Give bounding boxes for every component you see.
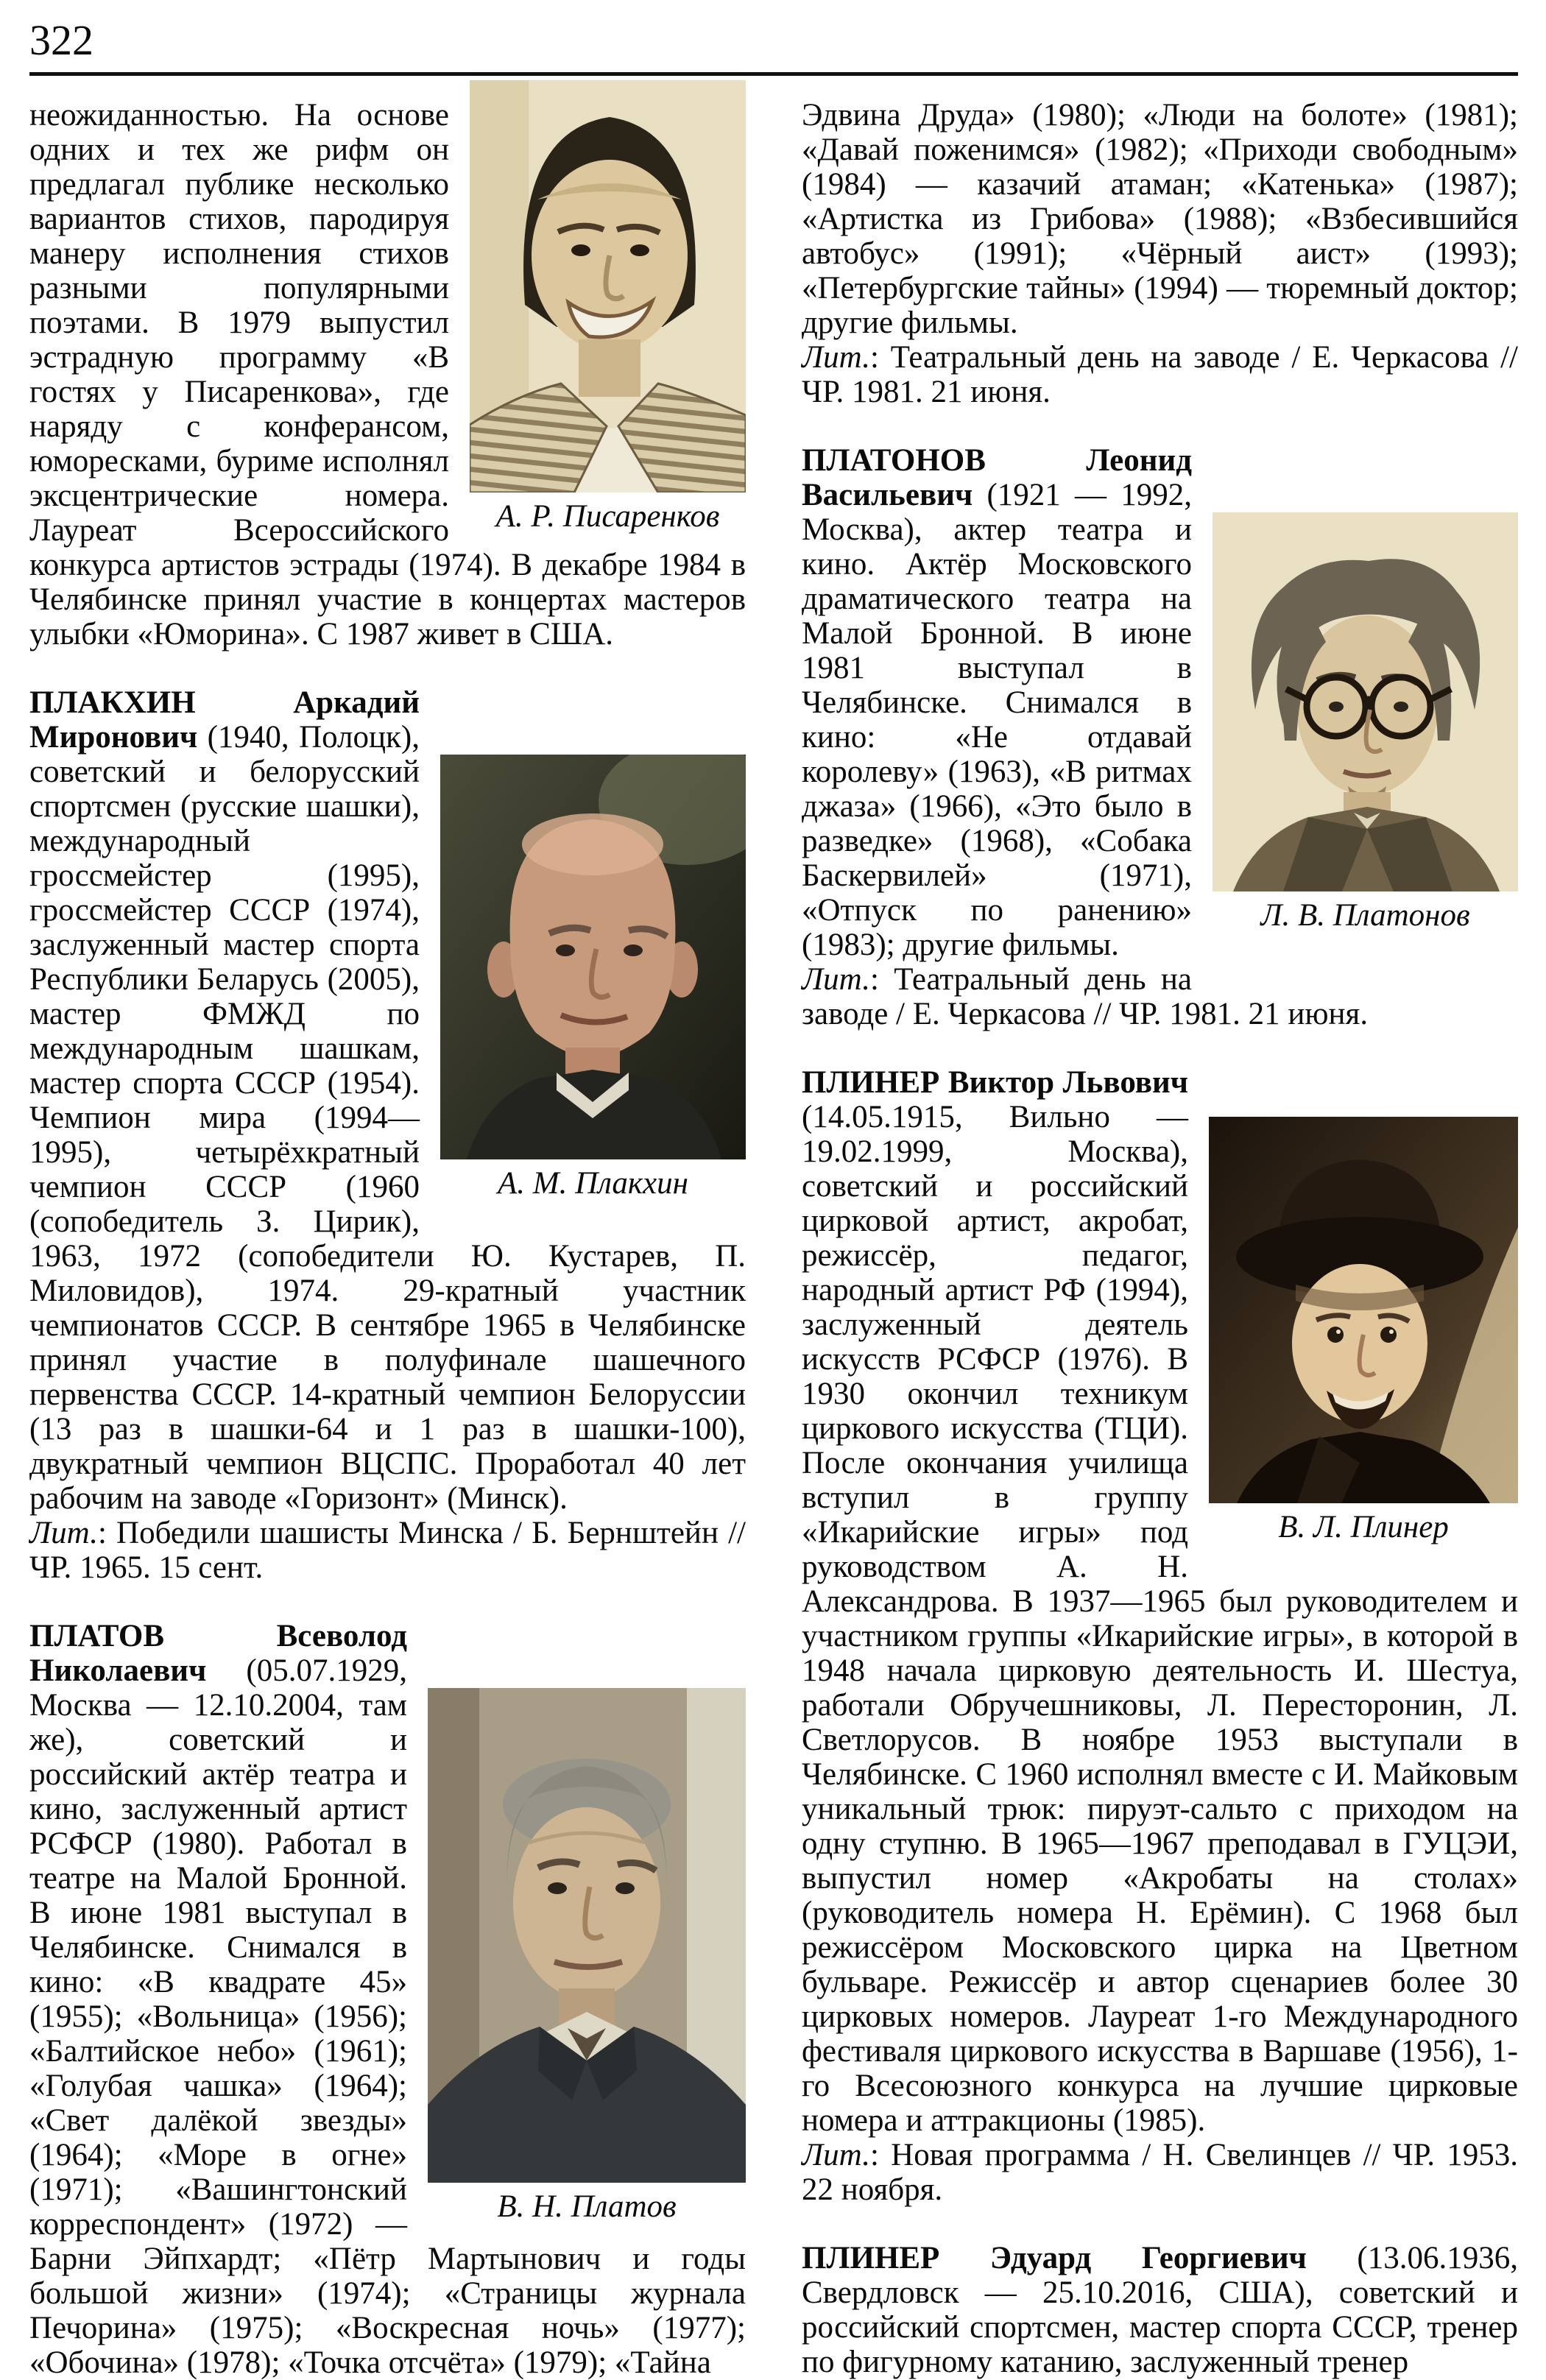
article-platov	[29, 1619, 746, 2380]
article-body-text: неожиданностью. На основе одних и тех же рифм он предлагал публике несколько вариантов стихов, пародируя манеру исполнения стихов разными популярными поэтами. В 1979 выпустил эстрадную программу «В гостях у Писаренкова», где наряду с конферансом, юморесками, буриме исполнял эксцентрические номера. Лауреат Всероссийского конкурса артистов эстрады (1974). В декабре 1984 в Челябинске принял участие в концертах мастеров улыбки «Юморина». С 1987 живет в США.	[29, 98, 746, 652]
left-column	[29, 98, 746, 2380]
literature-text: : Новая программа / Н. Свелинцев // ЧР. 1953. 22 ноября.	[802, 2138, 1518, 2207]
article-literature	[802, 962, 1518, 1031]
article-heading: ПЛАКХИН Аркадий Миронович	[29, 685, 420, 755]
literature-text: : Театральный день на заводе / Е. Черкасова // ЧР. 1981. 21 июня.	[802, 962, 1369, 1031]
article-body-text: (1940, Полоцк), советский и белорусский спортсмен (русские шашки), международный гроссмейстер (1995), гроссмейстер СССР (1974), заслуженный мастер спорта Республики Беларусь (2005), мастер ФМЖД по международным шашкам, мастер спорта СССР (1954). Чемпион мира (1994—1995), четырёхкратный чемпион СССР (1960 (сопобедитель З. Цирик), 1963, 1972 (сопобедители Ю. Кустарев, П. Миловидов), 1974. 29-кратный участник чемпионатов СССР. В сентябре 1965 в Челябинске принял участие в полуфинале шашечного первенства СССР. 14-кратный чемпион Белоруссии (13 раз в шашки-64 и 1 раз в шашки-100), двукратный чемпион ВЦСПС. Проработал 40 лет рабочим на заводе «Горизонт» (Минск).	[29, 720, 746, 1516]
article-pliner-eduard	[802, 2241, 1518, 2379]
article-body	[802, 2241, 1518, 2379]
article-heading: ПЛАТОВ Всеволод Николаевич	[29, 1619, 407, 1688]
article-platov-continuation	[802, 98, 1518, 409]
article-body-text: (14.05.1915, Вильно — 19.02.1999, Москва), советский и российский цирковой артист, акробат, режиссёр, педагог, народный артист РФ (1994), заслуженный деятель искусств РСФСР (1976). В 1930 окончил техникум циркового искусства (ТЦИ). После окончания училища вступил в группу «Икарийские игры» под руководством А. Н. Александрова. В 1937—1965 был руководителем и участником группы «Икарийские игры», в которой в 1948 начала цирковую деятельность И. Шестуа, работали Обручешниковы, Л. Пересторонин, Л. Светлорусов. В ноябре 1953 выступали в Челябинске. С 1960 исполнял вместе с И. Майковым уникальный трюк: пируэт-сальто с приходом на одну ступню. В 1965—1967 преподавал в ГУЦЭИ, выпустил номер «Акробаты на столах» (руководитель номера Н. Ерёмин). С 1968 был режиссёром Московского цирка на Цветном бульваре. Режиссёр и автор сценариев более 30 цирковых номеров. Лауреат 1-го Международного фестиваля циркового искусства в Варшаве (1956), 1-го Всесоюзного конкурса на лучшие цирковые номера и аттракционы (1985).	[802, 1100, 1518, 2138]
portrait-illustration	[440, 755, 746, 1159]
literature-text: : Театральный день на заводе / Е. Черкасова // ЧР. 1981. 21 июня.	[802, 340, 1518, 409]
photo-caption-platov: В. Н. Платов	[497, 2189, 677, 2224]
page-number: 322	[29, 16, 93, 64]
portrait-illustration	[1213, 512, 1518, 891]
article-pliner-viktor	[802, 1065, 1518, 2207]
photo-platov-portrait	[428, 1688, 746, 2183]
figure-pliner	[1209, 1117, 1518, 1546]
article-heading: ПЛАТОНОВ Леонид Васильевич	[802, 443, 1192, 512]
article-body-text: Эдвина Друда» (1980); «Люди на болоте» (1981); «Давай поженимся» (1982); «Приходи свободным» (1984) — казачий атаман; «Катенька» (1987); «Артистка из Грибова» (1988); «Взбесившийся автобус» (1991); «Чёрный аист» (1993); «Петербургские тайны» (1994) — тюремный доктор; другие фильмы.	[802, 98, 1518, 340]
literature-label: Лит.	[802, 340, 870, 375]
photo-pliner-portrait	[1209, 1117, 1518, 1503]
portrait-illustration	[470, 80, 746, 492]
photo-pisarenkov-portrait	[470, 80, 746, 492]
right-column	[802, 98, 1518, 2380]
article-heading: ПЛИНЕР Эдуард Георгиевич	[802, 2241, 1307, 2275]
figure-platonov	[1213, 512, 1518, 934]
article-platonov	[802, 443, 1518, 1031]
text-columns	[29, 98, 1518, 2380]
photo-plakhin-portrait	[440, 755, 746, 1159]
article-body-text: (13.06.1936, Свердловск — 25.10.2016, США), советский и российский спортсмен, мастер спорта СССР, тренер по фигурному катанию, заслуженный тренер	[802, 2241, 1518, 2379]
article-pisarenkov-continuation	[29, 98, 746, 652]
article-plakhin	[29, 685, 746, 1585]
article-literature	[29, 1516, 746, 1585]
portrait-illustration	[428, 1688, 746, 2183]
literature-label: Лит.	[802, 962, 870, 997]
photo-caption-plakhin: А. М. Плакхин	[498, 1166, 688, 1201]
literature-label: Лит.	[29, 1516, 98, 1550]
header-rule	[29, 72, 1518, 76]
figure-platov	[428, 1688, 746, 2225]
portrait-illustration	[1209, 1117, 1518, 1503]
article-body-text: (05.07.1929, Москва — 12.10.2004, там же), советский и российский актёр театра и кино, заслуженный артист РСФСР (1980). Работал в театре на Малой Бронной. В июне 1981 выступал в Челябинске. Снимался в кино: «В квадрате 45» (1955); «Вольница» (1956); «Балтийское небо» (1961); «Голубая чашка» (1964); «Свет далёкой звезды» (1964); «Море в огне» (1971); «Вашингтонский корреспондент» (1972) — Барни Эйпхардт; «Пётр Мартынович и годы большой жизни» (1974); «Страницы журнала Печорина» (1975); «Воскресная ночь» (1977); «Обочина» (1978); «Точка отсчёта» (1979); «Тайна	[29, 1653, 746, 2380]
figure-plakhin	[440, 755, 746, 1202]
photo-caption-pliner: В. Л. Плинер	[1278, 1510, 1449, 1544]
figure-pisarenkov	[470, 80, 746, 535]
article-literature	[802, 340, 1518, 409]
literature-text: : Победили шашисты Минска / Б. Бернштейн // ЧР. 1965. 15 сент.	[29, 1516, 746, 1585]
article-heading: ПЛИНЕР Виктор Львович	[802, 1065, 1188, 1100]
photo-platonov-portrait	[1213, 512, 1518, 891]
article-body-text: (1921 — 1992, Москва), актер театра и кино. Актёр Московского драматического театра на Малой Бронной. В июне 1981 выступал в Челябинске. Снимался в кино: «Не отдавай королеву» (1963), «В ритмах джаза» (1966), «Это было в разведке» (1968), «Собака Баскервилей» (1971), «Отпуск по ранению» (1983); другие фильмы.	[802, 478, 1192, 962]
literature-label: Лит.	[802, 2138, 870, 2172]
photo-caption-pisarenkov: А. Р. Писаренков	[495, 499, 720, 534]
article-literature	[802, 2138, 1518, 2207]
photo-caption-platonov: Л. В. Платонов	[1260, 898, 1470, 933]
